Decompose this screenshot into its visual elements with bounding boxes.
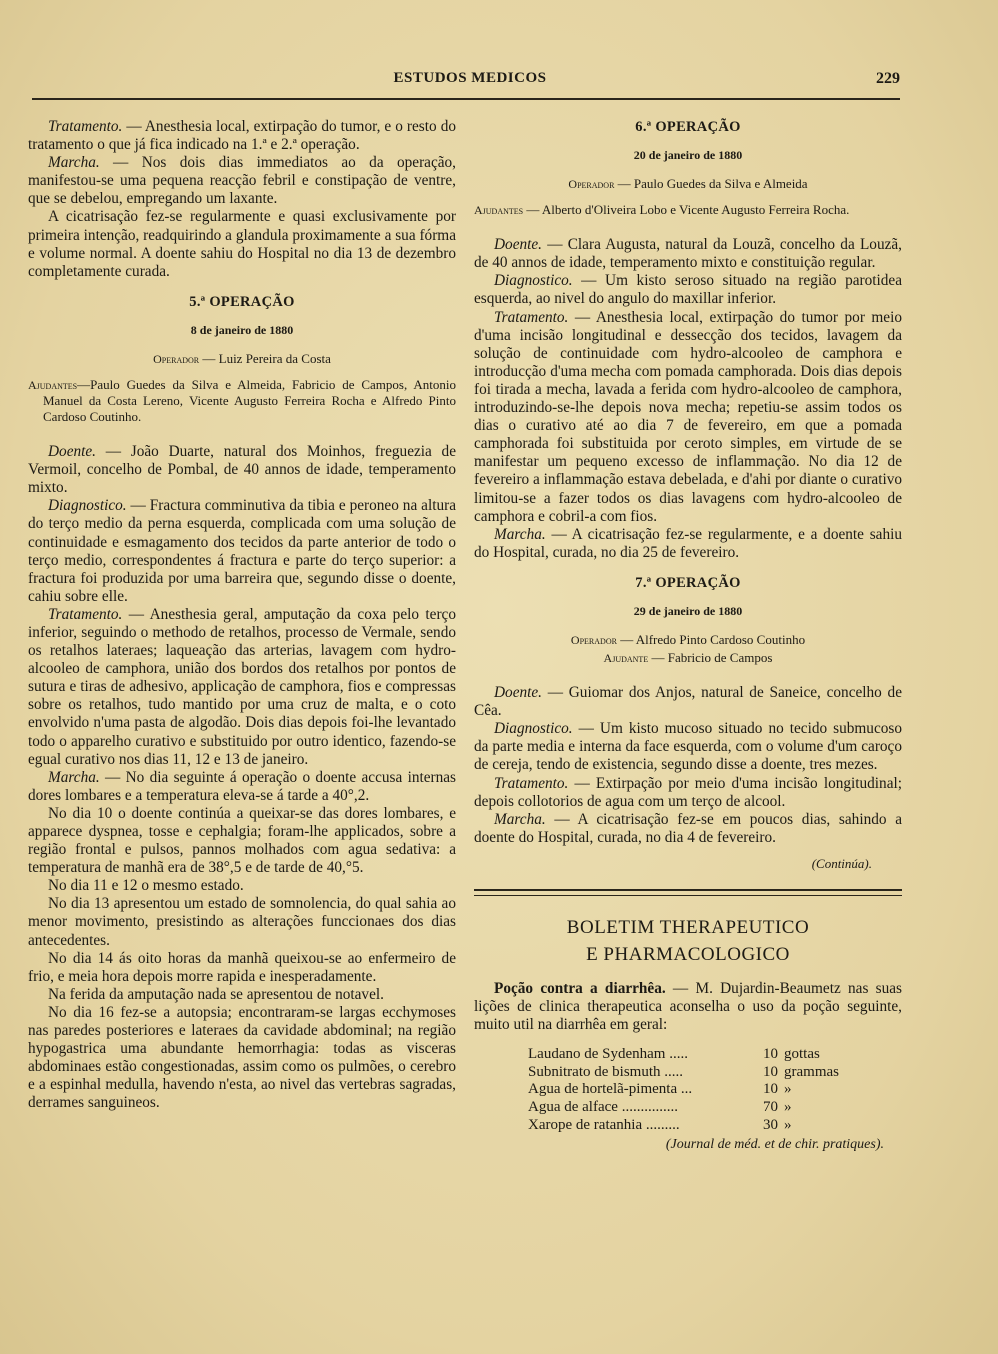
paragraph-text: — Anesthesia local, extirpação do tumor, e o resto do tratamento o que já fica indicado na 1.ª e 2.ª operação. bbox=[28, 118, 456, 154]
paragraph-text: — Nos dois dias immediatos ao da operação, manifestou-se uma pequena reacção febril e constipação de ventre, que se debelou, empregando um laxante. bbox=[28, 154, 456, 208]
operator-name: — Paulo Guedes da Silva e Almeida bbox=[614, 176, 808, 192]
paragraph-lead: Tratamento. bbox=[48, 605, 123, 623]
operator-name: — Luiz Pereira da Costa bbox=[199, 351, 331, 367]
ingredient-unit: » bbox=[784, 1081, 792, 1098]
recipe-list bbox=[528, 1046, 902, 1134]
paragraph-text: — No dia seguinte á operação o doente accusa internas dores lombares e a temperatura eleva-se á tarde a 40°,2. bbox=[28, 768, 456, 804]
operator-line bbox=[474, 632, 902, 648]
assistants-line bbox=[28, 377, 456, 425]
paragraph bbox=[474, 720, 902, 774]
ingredient-unit: » bbox=[784, 1099, 792, 1116]
paragraph-text: — Anesthesia geral, amputação da coxa pelo terço inferior, seguindo o methodo de retalhos, processo de Vermale, sendo os retalhos lateraes; laqueação das arterias, lavagem com hydro-alcooleo de camphora, união dos bordos dos retalhos por pontos de sutura e tiras de adhesivo, applicação de camphora, fios e compressas sobre os retalhos, tudo mantido por uma cruz de malta, e o coto envolvido n'uma pasta de algodão. Dois dias depois foi-lhe levantado todo o apparelho curativo e substituido por outro identico, fazendo-se egual curativo nos dias 11, 12 e 13 de janeiro. bbox=[28, 605, 456, 768]
assistants-names: —Paulo Guedes da Silva e Almeida, Fabricio de Campos, Antonio Manuel da Costa Lereno, Vicente Augusto Ferreira Rocha e Alfredo Pinto Cardoso Coutinho. bbox=[43, 377, 456, 425]
recipe-row bbox=[528, 1081, 902, 1099]
ingredient-qty: 30 bbox=[763, 1116, 778, 1133]
right-column bbox=[474, 118, 902, 1154]
paragraph-lead: Marcha. bbox=[494, 810, 546, 828]
section-heading: 7.ª OPERAÇÃO bbox=[635, 574, 741, 591]
left-column bbox=[28, 118, 456, 1113]
paragraph-text: — Clara Augusta, natural da Louzã, concelho da Louzã, de 40 annos de idade, temperamento mixto e constituição regular. bbox=[474, 236, 902, 272]
source-citation: (Journal de méd. et de chir. pratiques). bbox=[665, 1137, 884, 1153]
paragraph-text: — Extirpação por meio d'uma incisão longitudinal; depois collotorios de agua com um terço de alcool. bbox=[474, 774, 902, 810]
paragraph bbox=[474, 811, 902, 847]
recipe-row bbox=[528, 1064, 902, 1082]
ingredient-name: Agua de hortelã-pimenta ... bbox=[528, 1081, 693, 1098]
paragraph-lead: Doente. bbox=[494, 236, 542, 254]
paragraph bbox=[474, 309, 902, 526]
assistant-line bbox=[474, 650, 902, 666]
bulletin-text: — M. Dujardin-Beaumetz nas suas lições de clinica therapeutica aconselha o uso da poção seguinte, muito util na diarrhêa em geral: bbox=[474, 980, 902, 1034]
paragraph-lead: Marcha. bbox=[48, 154, 100, 172]
paragraph-lead: Diagnostico. bbox=[494, 720, 573, 738]
operator-line bbox=[28, 351, 456, 367]
paragraph: No dia 14 ás oito horas da manhã queixou-se ao enfermeiro de frio, e meia hora depois morre rapida e inesperadamente. bbox=[28, 949, 456, 985]
paragraph-lead: Tratamento. bbox=[48, 118, 123, 135]
paragraph-text: — Um kisto seroso situado na região parotidea esquerda, ao nivel do angulo do maxillar inferior. bbox=[474, 272, 902, 308]
ingredient-unit: grammas bbox=[784, 1063, 839, 1080]
operator-line bbox=[474, 176, 902, 192]
paragraph-text: — João Duarte, natural dos Moinhos, freguezia de Vermoil, concelho de Pombal, de 40 annos de idade, temperamento mixto. bbox=[28, 443, 456, 497]
paragraph-lead: Diagnostico. bbox=[494, 272, 573, 290]
continued-note: (Continúa). bbox=[811, 855, 872, 871]
paragraph-lead: Diagnostico. bbox=[48, 497, 127, 515]
paragraph bbox=[474, 775, 902, 811]
assistant-label: Ajudante bbox=[603, 651, 649, 666]
paragraph: Na ferida da amputação nada se apresentou de notavel. bbox=[48, 985, 384, 1003]
running-header-title: ESTUDOS MEDICOS bbox=[393, 70, 547, 86]
paragraph-text: — Um kisto mucoso situado no tecido submucoso da parte media e interna da face esquerda, com o volume d'um caroço de cereja, tendo de existencia, segundo disse a doente, tres mezes. bbox=[474, 720, 902, 774]
paragraph: No dia 11 e 12 o mesmo estado. bbox=[48, 877, 244, 895]
paragraph-lead: Doente. bbox=[494, 684, 542, 702]
section-divider bbox=[474, 889, 902, 896]
operator-name: — Alfredo Pinto Cardoso Coutinho bbox=[616, 632, 806, 648]
paragraph-text: — Anesthesia local, extirpação do tumor por meio d'uma incisão longitudinal e dessecção dos tecidos, lavagem da solução de continuidade com hydro-alcooleo de camphora e introducção d'uma mecha com pomada camphorada. Dois dias depois foi tirada a mecha, lavada a ferida com hydro-alcooleo de camphora, introduzindo-se-lhe depois nova mecha; repetiu-se assim todos os dias o curativo até ao dia 7 de fevereiro, em que a pomada camphorada foi substituida por ceroto simples, em virtude de se manifestar um pequeno excesso de inflammação. No dia 12 de fevereiro a inflammação estava debelada, e d'ahi por diante o curativo limitou-se a fazer todos os dias lavagens com hydro-alcooleo de camphora e cobril-a com fios. bbox=[474, 308, 902, 525]
paragraph-lead: Tratamento. bbox=[494, 308, 569, 326]
assistant-name: — Fabricio de Campos bbox=[648, 650, 773, 666]
ingredient-qty: 10 bbox=[763, 1081, 778, 1098]
paragraph bbox=[28, 497, 456, 606]
bulletin-title-line2: E PHARMACOLOGICO bbox=[586, 944, 790, 965]
section-date: 29 de janeiro de 1880 bbox=[633, 603, 743, 618]
recipe-row bbox=[528, 1117, 902, 1135]
paragraph-text: — Fractura comminutiva da tibia e peroneo na altura do terço medio da perna esquerda, complicada com uma solução de continuidade e esmagamento dos tecidos da parte anterior de todo o terço medio, correspondentes á fractura e parte do terço superior: a fractura foi produzida por uma barreira que, segundo disse o doente, cahiu sobre elle. bbox=[28, 497, 456, 605]
section-heading: 5.ª OPERAÇÃO bbox=[189, 293, 295, 310]
assistants-line bbox=[474, 202, 902, 218]
assistants-names: — Alberto d'Oliveira Lobo e Vicente Augusto Ferreira Rocha. bbox=[523, 202, 850, 218]
paragraph: No dia 13 apresentou um estado de somnolencia, do qual sahia ao menor movimento, presistindo as alterações funccionaes dos dias antecedentes. bbox=[28, 895, 456, 949]
bulletin-lead: Poção contra a diarrhêa. bbox=[494, 980, 666, 997]
operator-label: Operador bbox=[570, 633, 617, 648]
paragraph: No dia 16 fez-se a autopsia; encontraram-se largas ecchymoses nas paredes posteriores e lateraes da cavidade abdominal; na região hypogastrica uma abundante hemorrhagia: todas as visceras abdominaes estão congestionadas, assim como os pulmões, o cerebro e a espinhal medulla, havendo n'esta, ao nivel das vertebras sagradas, derrames sanguineos. bbox=[28, 1003, 456, 1112]
operator-label: Operador bbox=[568, 177, 615, 192]
paragraph bbox=[28, 118, 456, 154]
operator-label: Operador bbox=[153, 352, 200, 367]
paragraph bbox=[474, 526, 902, 562]
ingredient-name: Laudano de Sydenham ..... bbox=[528, 1046, 688, 1063]
ingredient-qty: 70 bbox=[763, 1099, 778, 1116]
section-heading: 6.ª OPERAÇÃO bbox=[635, 119, 741, 135]
recipe-row bbox=[528, 1099, 902, 1117]
ingredient-unit: gottas bbox=[784, 1046, 820, 1063]
section-date: 20 de janeiro de 1880 bbox=[633, 148, 743, 163]
assistants-label: Ajudantes bbox=[28, 378, 78, 393]
assistants-label: Ajudantes bbox=[474, 203, 524, 218]
paragraph-lead: Doente. bbox=[48, 443, 96, 461]
bulletin-title-line1: BOLETIM THERAPEUTICO bbox=[566, 917, 810, 938]
paragraph bbox=[28, 154, 456, 208]
page-number: 229 bbox=[876, 70, 900, 87]
paragraph bbox=[474, 236, 902, 272]
ingredient-unit: » bbox=[784, 1116, 792, 1133]
paragraph-lead: Marcha. bbox=[494, 525, 546, 543]
ingredient-qty: 10 bbox=[763, 1046, 778, 1063]
paragraph: A cicatrisação fez-se regularmente e quasi exclusivamente por primeira intenção, readquirindo a glandula proximamente a sua fórma e volume normal. A doente sahiu do Hospital no dia 13 de dezembro completamente curada. bbox=[28, 208, 456, 280]
bulletin-paragraph bbox=[474, 980, 902, 1034]
paragraph: No dia 10 o doente continúa a queixar-se das dores lombares, e apparece dyspnea, tosse e cephalgia; foram-lhe applicados, sobre a região frontal e pulsos, pannos molhados com agua sedativa: a temperatura de manhã era de 38°,5 e de tarde de 40,°5. bbox=[28, 804, 456, 877]
paragraph-lead: Marcha. bbox=[48, 768, 100, 786]
ingredient-name: Subnitrato de bismuth ..... bbox=[528, 1063, 683, 1080]
section-date: 8 de janeiro de 1880 bbox=[190, 322, 294, 337]
ingredient-qty: 10 bbox=[763, 1063, 778, 1080]
header-rule bbox=[32, 98, 900, 100]
paragraph-lead: Tratamento. bbox=[494, 774, 569, 792]
recipe-row bbox=[528, 1046, 902, 1064]
paragraph bbox=[474, 272, 902, 308]
ingredient-name: Agua de alface ............... bbox=[528, 1099, 678, 1116]
paragraph bbox=[28, 606, 456, 769]
paragraph bbox=[28, 443, 456, 497]
paragraph bbox=[474, 684, 902, 720]
paragraph bbox=[28, 769, 456, 805]
paragraph-text: — A cicatrisação fez-se regularmente, e a doente sahiu do Hospital, curada, no dia 25 de fevereiro. bbox=[474, 525, 902, 561]
paragraph-text: — A cicatrisação fez-se em poucos dias, sahindo a doente do Hospital, curada, no dia 4 de fevereiro. bbox=[474, 810, 902, 846]
paragraph-text: — Guiomar dos Anjos, natural de Saneice, concelho de Cêa. bbox=[474, 684, 902, 720]
ingredient-name: Xarope de ratanhia ......... bbox=[528, 1116, 680, 1133]
